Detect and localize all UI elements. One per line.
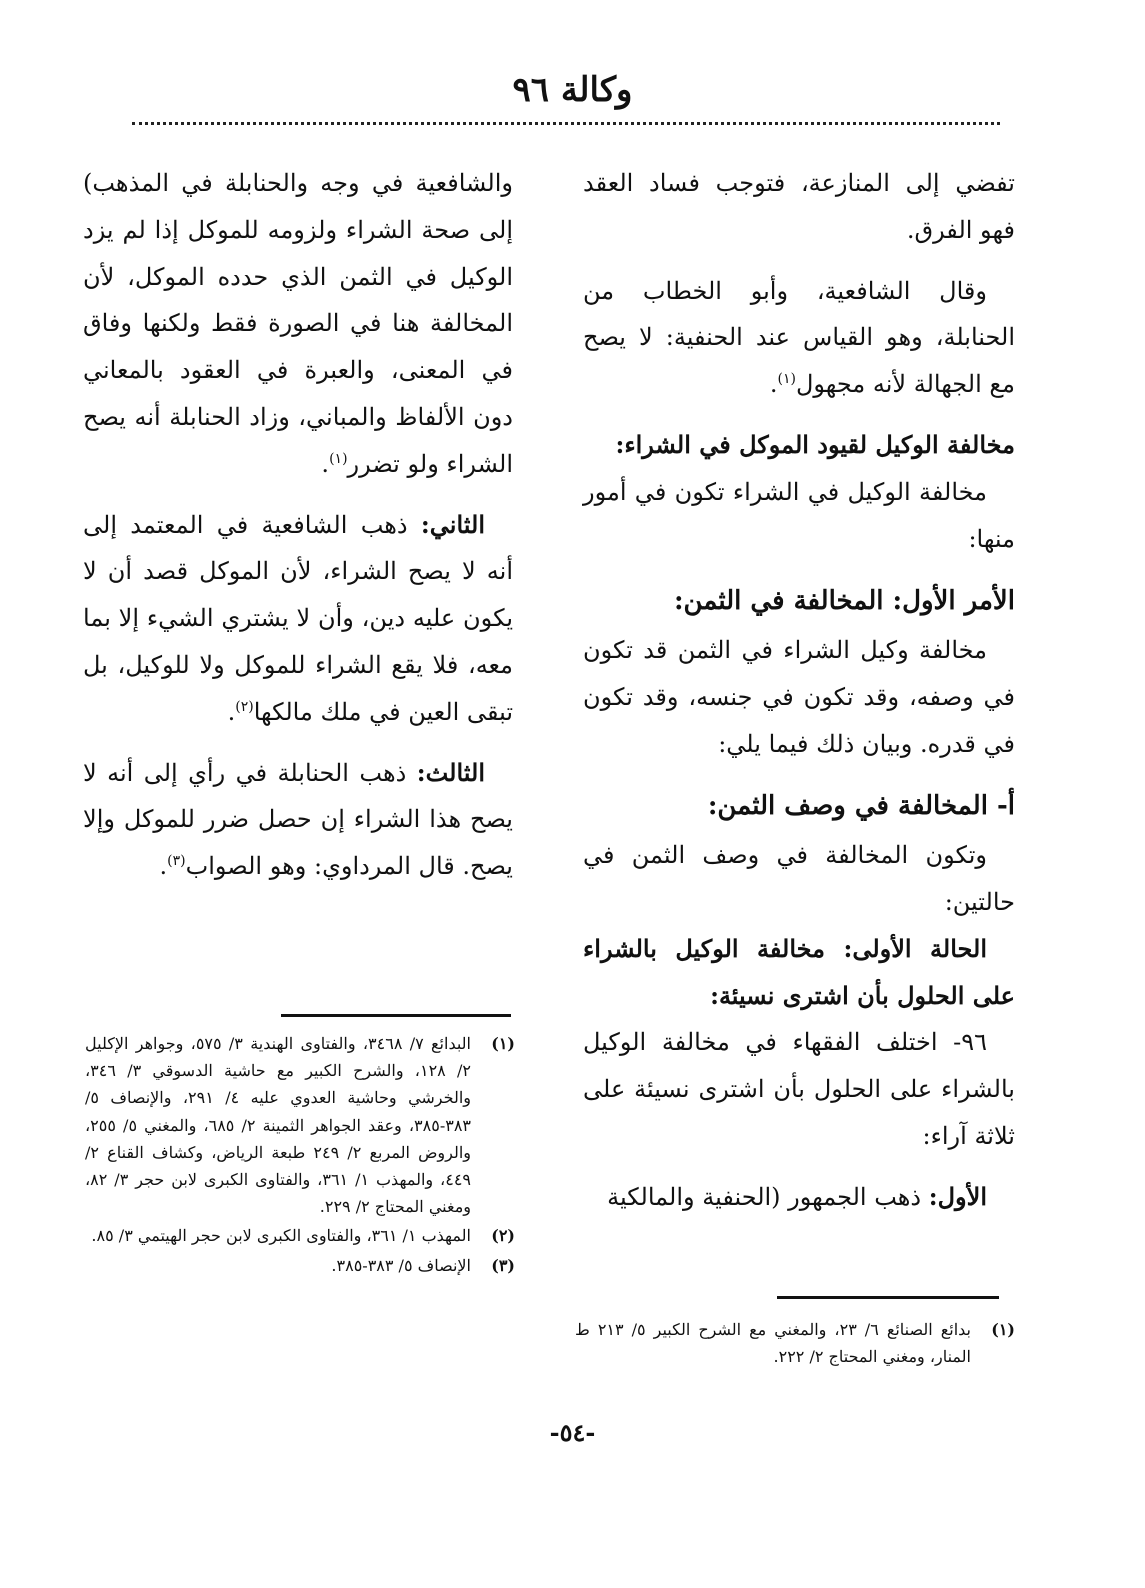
footnote (575, 1316, 1015, 1370)
footnote-number: (٣) (491, 1255, 515, 1275)
paragraph-text: ذهب الشافعية في المعتمد إلى أنه لا يصح الشراء، لأن الموكل قصد أن لا يكون عليه دين، وأن لا يشتري الشيء إلا بما معه، فلا يقع الشراء للموكل ولا للوكيل، بل تبقى العين في ملك مالكها (83, 510, 513, 726)
footnote-text: الإنصاف ٥/ ٣٨٣-٣٨٥. (331, 1255, 471, 1275)
section-heading: مخالفة الوكيل لقيود الموكل في الشراء: (615, 429, 1015, 459)
footnote (85, 1252, 515, 1279)
footnote-text: البدائع ٧/ ٣٤٦٨، والفتاوى الهندية ٣/ ٥٧٥، وجواهر الإكليل ٢/ ١٢٨، والشرح الكبير مع حاشية الدسوقي ٣/ ٣٤٦، والخرشي وحاشية العدوي عليه ٤/ ٢٩١، والإنصاف ٥/ ٣٨٣-٣٨٥، وعقد الجواهر الثمينة ٢/ ٦٨٥، والمغني ٥/ ٢٥٥، والروض المربع ٢/ ٢٤٩ طبعة الرياض، وكشاف القناع ٢/ ٤٤٩، والمهذب ١/ ٣٦١، والفتاوى الكبرى لابن حجر ٣/ ٨٢، ومغني المحتاج ٢/ ٢٢٩. (85, 1034, 472, 1217)
footnote-text: المهذب ١/ ٣٦١، والفتاوى الكبرى لابن حجر الهيتمي ٣/ ٨٥. (91, 1226, 471, 1246)
footnotes-left (85, 1030, 515, 1281)
footnote-ref: (١) (329, 450, 348, 467)
paragraph-end: . (321, 449, 330, 478)
paragraph-end: . (769, 370, 778, 399)
footnote-number: (٢) (491, 1226, 515, 1246)
paragraph: مخالفة وكيل الشراء في الثمن قد تكون في وصفه، وقد تكون في جنسه، وقد تكون في قدره. وبيان ذلك فيما يلي: (583, 636, 1015, 758)
footnote-separator-right (777, 1296, 999, 1299)
footnote-separator-left (281, 1014, 511, 1017)
header-dotted-rule (132, 122, 1000, 125)
paragraph-text: ذهب الجمهور (الحنفية والمالكية (607, 1182, 929, 1211)
section-heading: الأمر الأول: المخالفة في الثمن: (673, 586, 1015, 617)
page-number: -٥٤- (549, 1418, 596, 1447)
footnote-ref: (١) (777, 371, 796, 388)
paragraph-text: والشافعية في وجه والحنابلة في المذهب) إلى صحة الشراء ولزومه للموكل إذا لم يزد الوكيل في الثمن الذي حدده الموكل، لأن المخالفة هنا في الصورة فقط ولكنها وفاق في المعنى، والعبرة في العقود بالمعاني دون الألفاظ والمباني، وزاد الحنابلة أنه يصح الشراء ولو تضرر (83, 169, 513, 478)
paragraph-text: وقال الشافعية، وأبو الخطاب من الحنابلة، وهو القياس عند الحنفية: لا يصح مع الجهالة لأنه مجهول (583, 276, 1015, 399)
paragraph (583, 160, 1015, 254)
running-title: وكالة ٩٦ (512, 70, 633, 110)
paragraph-text: ذهب الحنابلة في رأي إلى أنه لا يصح هذا الشراء إن حصل ضرر للموكل وإلا يصح. قال المرداوي: وهو الصواب (83, 758, 513, 881)
paragraph: ٩٦- اختلف الفقهاء في مخالفة الوكيل بالشراء على الحلول بأن اشترى نسيئة على ثلاثة آراء: (583, 1028, 1015, 1150)
section-heading: الحالة الأولى: مخالفة الوكيل بالشراء على الحلول بأن اشترى نسيئة: (583, 933, 1015, 1010)
paragraph-lead: الثاني: (420, 509, 485, 539)
paragraph-end: . (159, 852, 168, 881)
paragraph (83, 502, 513, 736)
left-column (83, 160, 513, 890)
paragraph-text: تفضي إلى المنازعة، فتوجب فساد العقد فهو الفرق. (583, 169, 1015, 244)
paragraph (83, 160, 513, 488)
paragraph-lead: الأول: (928, 1181, 987, 1211)
right-column (583, 160, 1015, 1221)
paragraph: وتكون المخالفة في وصف الثمن في حالتين: (583, 841, 1015, 916)
footnote-ref: (٣) (167, 853, 186, 870)
footnotes-right (575, 1316, 1015, 1372)
paragraph (583, 268, 1015, 408)
paragraph (83, 750, 513, 890)
paragraph-lead: الثالث: (416, 757, 485, 787)
footnote-number: (١) (491, 1034, 515, 1053)
paragraph (583, 1174, 1015, 1221)
footnote-number: (١) (991, 1320, 1015, 1339)
paragraph-end: . (227, 697, 236, 726)
paragraph: مخالفة الوكيل في الشراء تكون في أمور منها: (583, 477, 1015, 553)
footnote-text: بدائع الصنائع ٦/ ٢٣، والمغني مع الشرح الكبير ٥/ ٢١٣ ط المنار، ومغني المحتاج ٢/ ٢٢٢. (575, 1320, 971, 1367)
footnote-ref: (٢) (235, 698, 254, 715)
section-heading: أ- المخالفة في وصف الثمن: (707, 791, 1015, 822)
footnote (85, 1222, 515, 1249)
footnote (85, 1030, 515, 1220)
